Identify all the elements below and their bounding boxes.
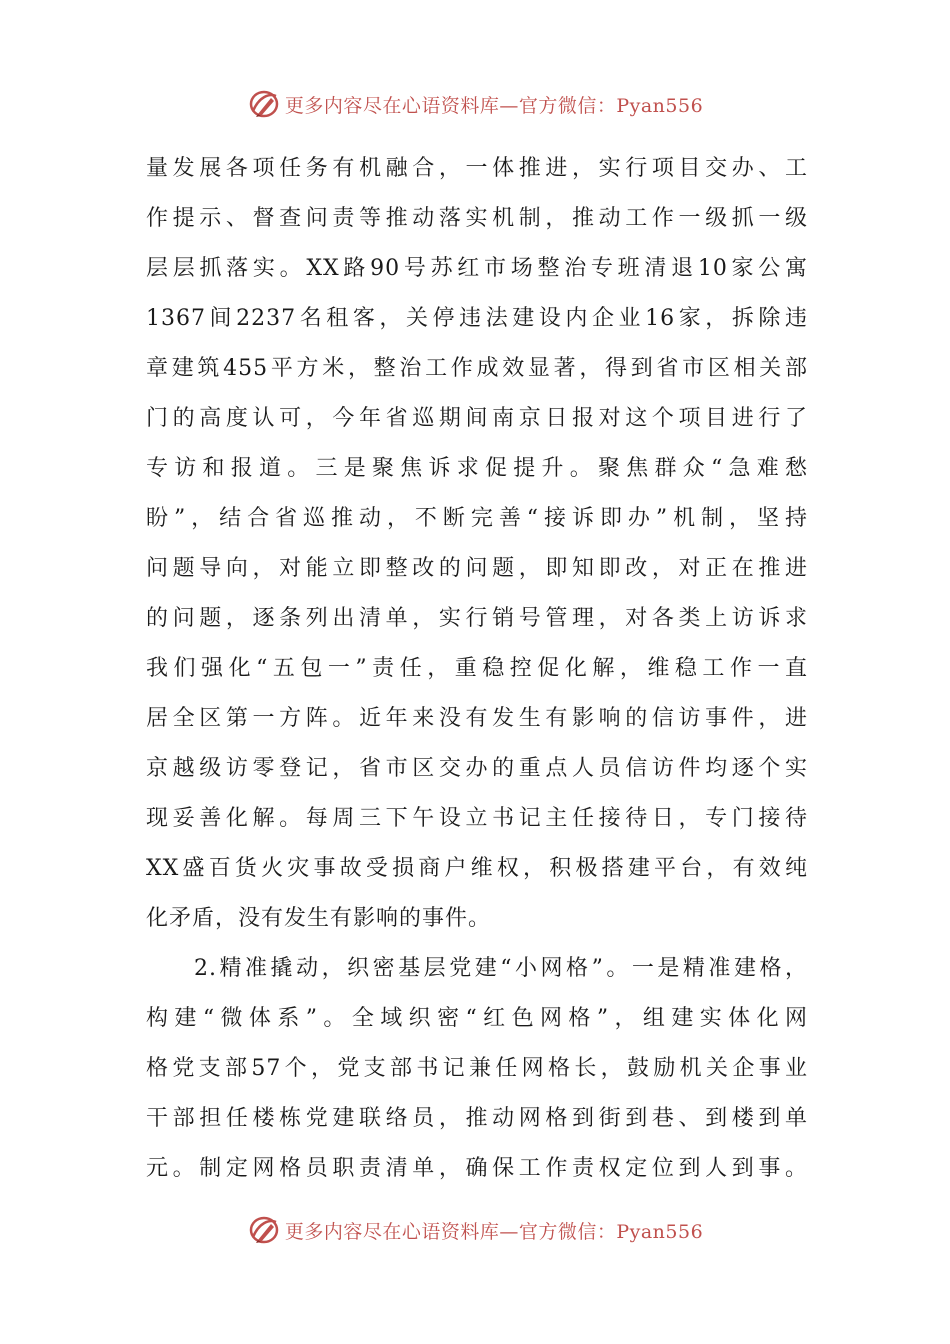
text-line: 量发展各项任务有机融合，一体推进，实行项目交办、工 [146,156,808,181]
text-line: 专访和报道。三是聚焦诉求促提升。聚焦群众“急难愁 [146,456,808,481]
text-line: 构建“微体系”。全域织密“红色网格”，组建实体化网 [146,1006,808,1031]
text-line: 作提示、督查问责等推动落实机制，推动工作一级抓一级 [146,206,808,231]
text-line: 层层抓落实。XX路90号苏红市场整治专班清退10家公寓 [146,256,808,281]
text-line: 干部担任楼栋党建联络员，推动网格到街到巷、到楼到单 [146,1106,808,1131]
text-line: 化矛盾，没有发生有影响的事件。 [146,906,492,931]
pen-swirl-logo-icon [247,87,281,121]
section-heading-line: 2.精准撬动，织密基层党建“小网格”。一是精准建格， [194,956,808,981]
text-line: 现妥善化解。每周三下午设立书记主任接待日，专门接待 [146,806,808,831]
text-line: 格党支部57个，党支部书记兼任网格长，鼓励机关企事业 [146,1056,808,1081]
text-line: XX盛百货火灾事故受损商户维权，积极搭建平台，有效纯 [146,856,808,881]
footer-banner-text: 更多内容尽在心语资料库—官方微信：Pyan556 [284,1220,704,1243]
text-line: 1367间2237名租客，关停违法建设内企业16家，拆除违 [146,306,808,331]
header-banner-text: 更多内容尽在心语资料库—官方微信：Pyan556 [284,94,704,117]
document-body [146,144,808,1194]
text-line: 章建筑455平方米，整治工作成效显著，得到省市区相关部 [146,356,808,381]
text-line: 盼”，结合省巡推动，不断完善“接诉即办”机制，坚持 [146,506,808,531]
pen-swirl-logo-icon [247,1213,281,1247]
text-line: 问题导向，对能立即整改的问题，即知即改，对正在推进 [146,556,808,581]
text-line: 居全区第一方阵。近年来没有发生有影响的信访事件，进 [146,706,808,731]
text-line: 门的高度认可，今年省巡期间南京日报对这个项目进行了 [146,406,808,431]
footer-banner [0,1210,950,1250]
text-line: 京越级访零登记，省市区交办的重点人员信访件均逐个实 [146,756,808,781]
text-line: 我们强化“五包一”责任，重稳控促化解，维稳工作一直 [146,656,808,681]
text-line: 的问题，逐条列出清单，实行销号管理，对各类上访诉求 [146,606,808,631]
text-line: 元。制定网格员职责清单，确保工作责权定位到人到事。 [146,1156,808,1181]
header-banner [0,84,950,124]
